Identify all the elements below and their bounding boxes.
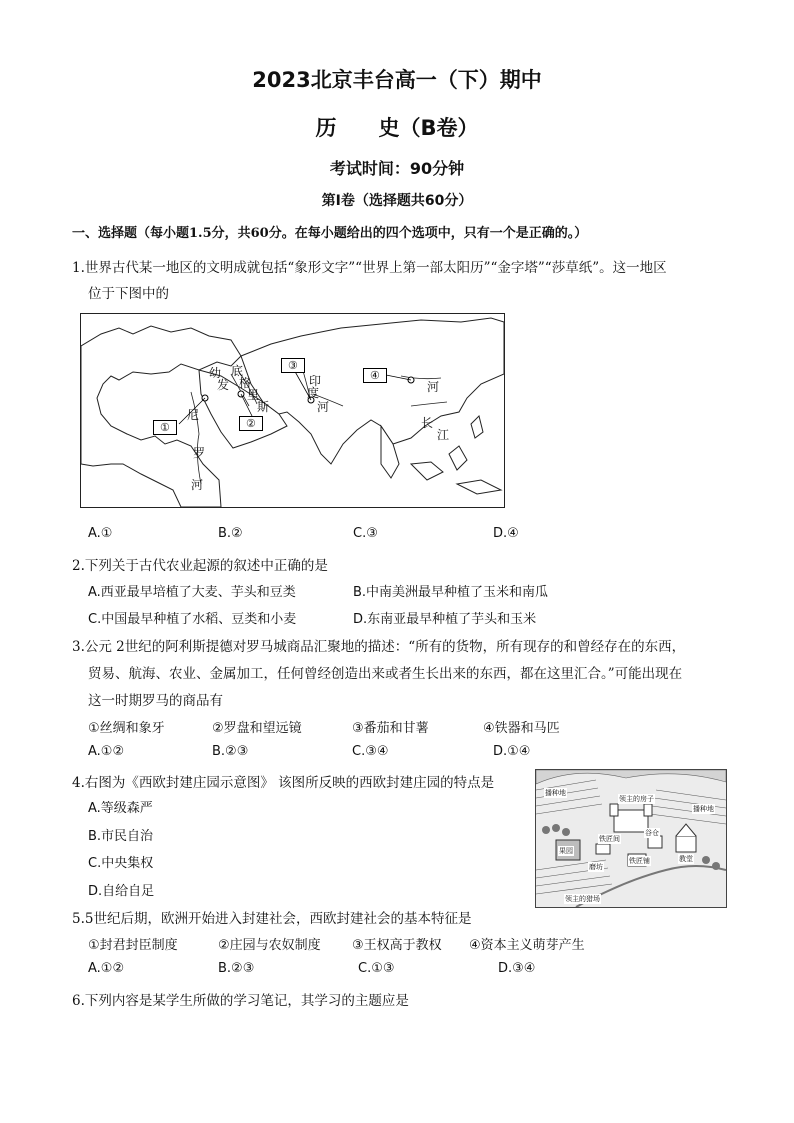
q1-stem-line1: 1.世界古代某一地区的文明成就包括“象形文字”“世界上第一部太阳历”“金字塔”“莎草纸”。这一地区 [72, 260, 667, 276]
q3-item-4: ④铁器和马匹 [483, 721, 560, 736]
q3-item-3: ③番茄和甘薯 [352, 721, 429, 736]
map-marker-1: ① [153, 420, 177, 435]
q1-option-a[interactable]: A.① [88, 526, 113, 541]
q5-item-2: ②庄园与农奴制度 [218, 938, 321, 953]
manor-label-7: 果园 [559, 847, 573, 855]
q5-item-1: ①封君封臣制度 [88, 938, 178, 953]
q2-option-d[interactable]: D.东南亚最早种植了芋头和玉米 [353, 612, 537, 627]
q3-option-b[interactable]: B.②③ [212, 744, 249, 759]
q4-stem: 4.右图为《西欧封建庄园示意图》 该图所反映的西欧封建庄园的特点是 [72, 775, 495, 791]
q3-stem-line2: 贸易、航海、农业、金属加工，任何曾经创造出来或者生长出来的东西，都在这里汇合。”可能出现在 [88, 666, 683, 682]
q5-item-3: ③王权高于教权 [352, 938, 442, 953]
q6-stem: 6.下列内容是某学生所做的学习笔记，其学习的主题应是 [72, 993, 409, 1009]
manor-label-2: 领主的房子 [619, 795, 654, 803]
q5-stem: 5.5世纪后期，欧洲开始进入封建社会，西欧封建社会的基本特征是 [72, 911, 472, 927]
manor-label-10: 领主的猎场 [565, 895, 600, 903]
manor-label-4: 铁匠间 [599, 835, 620, 843]
q1-stem-line2: 位于下图中的 [88, 286, 169, 302]
q1-option-c[interactable]: C.③ [353, 526, 378, 541]
exam-time: 考试时间：90分钟 [329, 159, 465, 178]
q5-option-c[interactable]: C.①③ [358, 961, 395, 976]
manor-label-3: 播种地 [693, 805, 714, 813]
q1-option-b[interactable]: B.② [218, 526, 243, 541]
q3-option-c[interactable]: C.③④ [352, 744, 389, 759]
map-marker-2: ② [239, 416, 263, 431]
q2-stem: 2.下列关于古代农业起源的叙述中正确的是 [72, 558, 328, 574]
q2-option-b[interactable]: B.中南美洲最早种植了玉米和南瓜 [353, 585, 549, 600]
q1-option-d[interactable]: D.④ [493, 526, 519, 541]
q1-map-image: 幼 发 底 格 里 斯 尼 罗 河 印 度 河 长 江 河 ① ② ③ ④ [80, 313, 505, 508]
q3-stem-line3: 这一时期罗马的商品有 [88, 693, 223, 709]
q4-option-a[interactable]: A.等级森严 [88, 801, 153, 816]
map-marker-3: ③ [281, 358, 305, 373]
exam-subject: 历 史（B卷） [315, 116, 479, 140]
section-heading: 一、选择题（每小题1.5分，共60分。在每小题给出的四个选项中，只有一个是正确的。） [72, 226, 588, 241]
q3-stem-line1: 3.公元 2世纪的阿利斯提德对罗马城商品汇聚地的描述：“所有的货物，所有现存的和曾经存在的东西， [72, 639, 686, 655]
q4-option-c[interactable]: C.中央集权 [88, 856, 154, 871]
exam-part: 第Ⅰ卷（选择题共60分） [321, 193, 473, 209]
q3-option-a[interactable]: A.①② [88, 744, 125, 759]
manor-label-1: 播种地 [545, 789, 566, 797]
exam-title: 2023北京丰台高一（下）期中 [252, 68, 542, 92]
manor-label-9: 铁匠铺 [629, 857, 650, 865]
manor-label-8: 磨坊 [589, 863, 603, 871]
q5-option-a[interactable]: A.①② [88, 961, 125, 976]
q5-option-d[interactable]: D.③④ [498, 961, 536, 976]
manor-label-5: 谷仓 [645, 829, 659, 837]
map-marker-4: ④ [363, 368, 387, 383]
q2-option-c[interactable]: C.中国最早种植了水稻、豆类和小麦 [88, 612, 297, 627]
q3-item-1: ①丝绸和象牙 [88, 721, 165, 736]
q2-option-a[interactable]: A.西亚最早培植了大麦、芋头和豆类 [88, 585, 296, 600]
manor-label-6: 教堂 [679, 855, 693, 863]
q3-option-d[interactable]: D.①④ [493, 744, 531, 759]
q5-option-b[interactable]: B.②③ [218, 961, 255, 976]
world-map-graphic [81, 314, 504, 507]
q4-manor-image [535, 769, 727, 908]
q5-item-4: ④资本主义萌芽产生 [469, 938, 585, 953]
q4-option-b[interactable]: B.市民自治 [88, 829, 154, 844]
q4-option-d[interactable]: D.自给自足 [88, 884, 155, 899]
q3-item-2: ②罗盘和望远镜 [212, 721, 302, 736]
